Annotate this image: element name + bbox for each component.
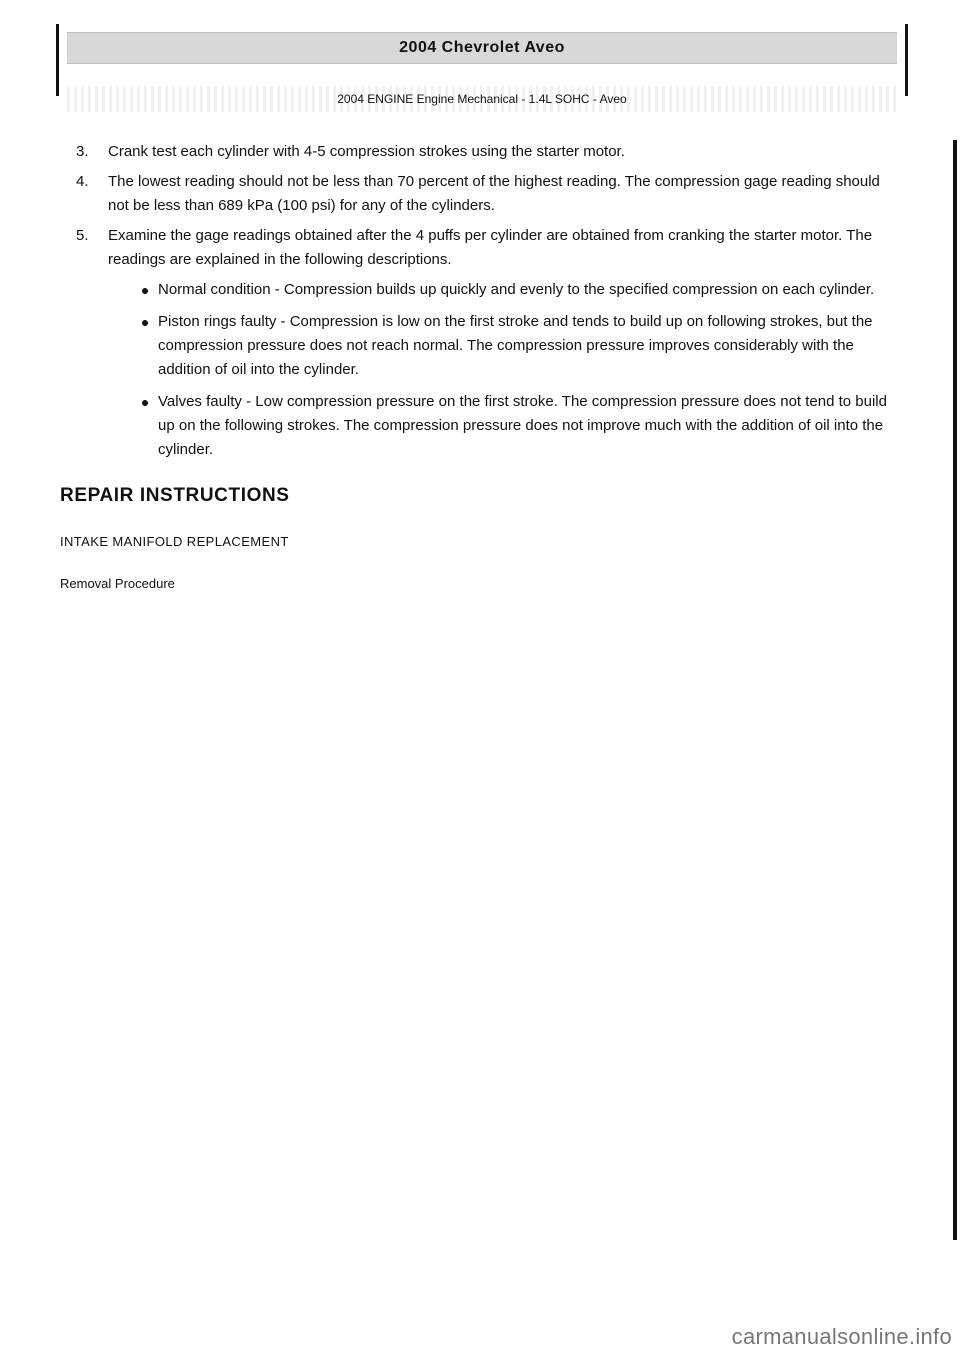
- bullet-text: Piston rings faulty - Compression is low on the first stroke and tends to build up on following strokes, but the compression pressure does not reach normal. The compression pressure improves considerably with the addition of oil into the cylinder.: [158, 313, 873, 378]
- bullet-icon: [142, 320, 148, 326]
- step-5-bullet-list: [108, 278, 890, 462]
- step-text: The lowest reading should not be less than 70 percent of the highest reading. The compression gage reading should not be less than 689 kPa (100 psi) for any of the cylinders.: [108, 173, 880, 214]
- header-subtitle: 2004 ENGINE Engine Mechanical - 1.4L SOHC - Aveo: [67, 86, 897, 112]
- section-heading: REPAIR INSTRUCTIONS: [60, 485, 290, 506]
- page-header: [56, 24, 908, 106]
- step-4: [60, 170, 890, 218]
- bullet-icon: [142, 288, 148, 294]
- list-item: [108, 390, 890, 462]
- list-item: [108, 310, 890, 382]
- bullet-icon: [142, 400, 148, 406]
- list-item: [108, 278, 890, 302]
- step-text: Crank test each cylinder with 4-5 compression strokes using the starter motor.: [108, 143, 625, 160]
- bullet-text: Normal condition - Compression builds up quickly and evenly to the specified compression on each cylinder.: [158, 281, 875, 298]
- right-margin-rule: [953, 140, 957, 1240]
- step-text: Examine the gage readings obtained after the 4 puffs per cylinder are obtained from cranking the starter motor. The readings are explained in the following descriptions.: [108, 227, 873, 268]
- step-5: [60, 224, 890, 462]
- step-number: 5.: [76, 227, 89, 244]
- watermark-text: carmanualsonline.info: [731, 1324, 952, 1349]
- sub-heading: INTAKE MANIFOLD REPLACEMENT: [60, 534, 289, 549]
- document-body: [60, 140, 890, 596]
- header-title: 2004 Chevrolet Aveo: [67, 32, 897, 64]
- bullet-text: Valves faulty - Low compression pressure on the first stroke. The compression pressure does not tend to build up on the following strokes. The compression pressure does not improve much with the addition of oil into the cylinder.: [158, 393, 887, 458]
- step-number: 3.: [76, 143, 89, 160]
- minor-heading: Removal Procedure: [60, 576, 175, 591]
- step-number: 4.: [76, 173, 89, 190]
- step-3: [60, 140, 890, 164]
